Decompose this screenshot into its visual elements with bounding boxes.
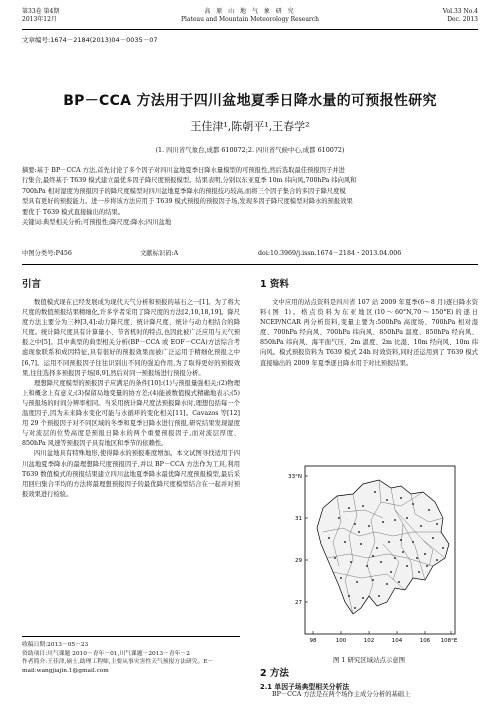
volume-en: Vol.33 No.4	[442, 8, 478, 15]
header-rule	[22, 29, 478, 30]
intro-paragraph: 四川盆地具有特殊地形,使得降水的预报难度增加。本文试图寻找适用于四川盆地夏季降水的最理想降尺度预报因子,并以 BP－CCA 方法作为工具,利用 T639 数值模式的预报结果建立四川盆地夏季降水最优降尺度预报模型,最后采用回归集合平均的方法将最理想预报因子的最优降尺度模型结合在一起并对预报效果进行检验。	[22, 450, 240, 498]
y-tick-label: 29	[295, 558, 302, 564]
x-tick-label: 102	[363, 638, 375, 644]
right-column	[260, 276, 478, 369]
subsection-title: 2.1 单因子场典型相关分析法	[260, 683, 350, 691]
date-en: Dec. 2013	[447, 16, 478, 23]
y-tick-label: 33°N	[288, 474, 302, 480]
journal-name-en: Plateau and Mountain Meteorology Research	[181, 16, 319, 23]
journal-header	[22, 8, 478, 30]
section-method	[260, 667, 478, 682]
abstract-line: 摘要:基于 BP－CCA 方法,首先讨论了多个因子对四川盆地夏季日降水量模型的可预报性,然后选取最佳预报因子并进	[22, 167, 345, 174]
authors: 王佳津¹,陈朝平¹,王春学²	[190, 120, 310, 133]
document-code: 文献标识码:A	[140, 250, 179, 257]
x-tick-label: 104	[391, 638, 403, 644]
received-date: 收稿日期:2013－05－23	[22, 642, 89, 648]
section-method-title: 2 方法	[260, 668, 289, 679]
volume-info-en	[443, 8, 478, 24]
section-intro-title: 引言	[22, 279, 42, 290]
author-bio: 作者简介:王佳津,硕士,助理工程师,主要从事灾害性天气预报方法研究。E－mail:wangjiajin.1@gmail.com	[22, 659, 214, 674]
abstract-line: 要优于 T639 模式直接输出的结果。	[22, 208, 125, 216]
y-tick-label: 27	[295, 600, 302, 606]
x-tick-label: 98	[309, 638, 317, 644]
x-tick-label: 100	[335, 638, 347, 644]
journal-name-cn: 高 原 山 地 气 象 研 究	[204, 8, 296, 15]
intro-paragraph: 理想降尺度模型的预报因子应满足的条件[10]:(1)与预报量强相关;(2)物理上和概念上有意义;(3)保留局地变量的协方差;(4)能被数值模式精确地表示;(5)与预报场的时间分辨率相同。当采用统计降尺度法预报降水时,理想包括每一个温度因子,因为未来降水变化可能与水循环的变化相关[11]。Cavazos 等[12]用 29 个预报因子对不同区域的冬季和夏季日降水进行预报,研究结果发现湿度与对流层的位势高度是预报日降水的两个重要预报因子,而对流层厚度、850hPa 风速等预报因子具有地区和季节的依赖性。	[22, 379, 240, 448]
funding: 资助项目:川气课题 2010－青年－01,川气课题－2013－青年－2	[22, 650, 190, 657]
intro-paragraph: 数值模式现在已经发展成为现代天气分析和预报的基石之一[1]。为了将大尺度的数值预报结果精细化,许多学者采用了降尺度的方法[2,10,18,19]。降尺度方法主要分为三种[3,4]:动力降尺度、统计降尺度、统计与动力相结合的降尺度。统计降尺度具有计算量小、节省机时的特点,也因此被广泛应用与天气预报之中[5]。其中典型的典型相关分析(BP－CCA 或 EOF－CCA)方法综合考虑现象联系和成因特征,具有很好的预报效果而被广泛运用于精细化预报之中[6,7]。运用不同预报因子往往识别出不同的强迫作用,为了取得更好的预报效果,往往选择多预报因子场[8,9],然后对同一预报场进行预报分析。	[22, 299, 240, 377]
x-tick-label: 106	[419, 638, 431, 644]
clc-number: 中图分类号:P456	[22, 250, 72, 257]
issue-date: 2013年12月	[22, 16, 57, 23]
y-tick-label: 31	[295, 516, 302, 522]
section-divider	[22, 264, 478, 265]
paper-title: BP－CCA 方法用于四川盆地夏季日降水量的可预报性研究	[63, 93, 437, 109]
journal-name	[22, 8, 478, 24]
abstract-line: 型具有更好的预报能力。进一步将该方法应用于 T639 模式预报的预报因子场,发现多因子降尺度模型对降水的预报效果	[22, 198, 353, 206]
figure-caption: 图 1 研究区域站点示意图	[332, 656, 406, 664]
footnotes	[22, 636, 240, 675]
x-tick-label: 108°E	[440, 638, 458, 644]
article-number: 文章编号:1674－2184(2013)04－0035－07	[22, 36, 158, 44]
doi: doi:10.3969/j.issn.1674－2184・2013.04.006	[258, 250, 402, 257]
station-map-figure	[283, 462, 463, 670]
keywords: 关键词:典型相关分析;可预报性;降尺度;降水;四川盆地	[22, 219, 172, 227]
abstract-line: 行集合,最终基于 T639 模式建立最优多因子降尺度预报模型。结果表明,分别以东亚夏季 10m 纬向风,700hPa 纬向风和	[22, 177, 357, 185]
method-subsection	[260, 683, 478, 699]
left-column	[22, 276, 240, 500]
affiliation: (1. 四川省气象台,成都 610072;2. 四川省气候中心,成都 610072)	[155, 146, 345, 154]
volume-issue: 第33卷 第4期	[22, 8, 60, 15]
section-data-title: 1 资料	[260, 279, 289, 290]
abstract	[22, 166, 478, 228]
abstract-line: 700hPa 相对湿度为预报因子的降尺度模型对四川盆地夏季降水的预报技巧较高,而将三个因子集合的多因子降尺度模	[22, 187, 346, 195]
method-line: BP－CCA 方法是在两个场作主成分分析的基础上	[272, 691, 411, 698]
data-paragraph: 文中应用的站点资料是四川省 107 站 2009 年夏季(6～8 月)逐日降水资料(图 1)。格点资料为东亚地区(10～60°N,70～150°E)的逐日 NCEP/NCAR 再分析资料,变量主要为:500hPa 高度场、700hPa 相对湿度、700hPa 经向风、700hPa 纬向风、850hPa 温度、850hPa 经向风、850hPa 纬向风、海平面气压、2m 温度、2m 比湿、10m 经向风、10m 纬向风。模式预报资料为 T639 模式 24h 时效资料,同时还运用到了 T639 模式直接输出的 2009 年夏季逐日降水用于对比预报结果。	[260, 299, 478, 367]
